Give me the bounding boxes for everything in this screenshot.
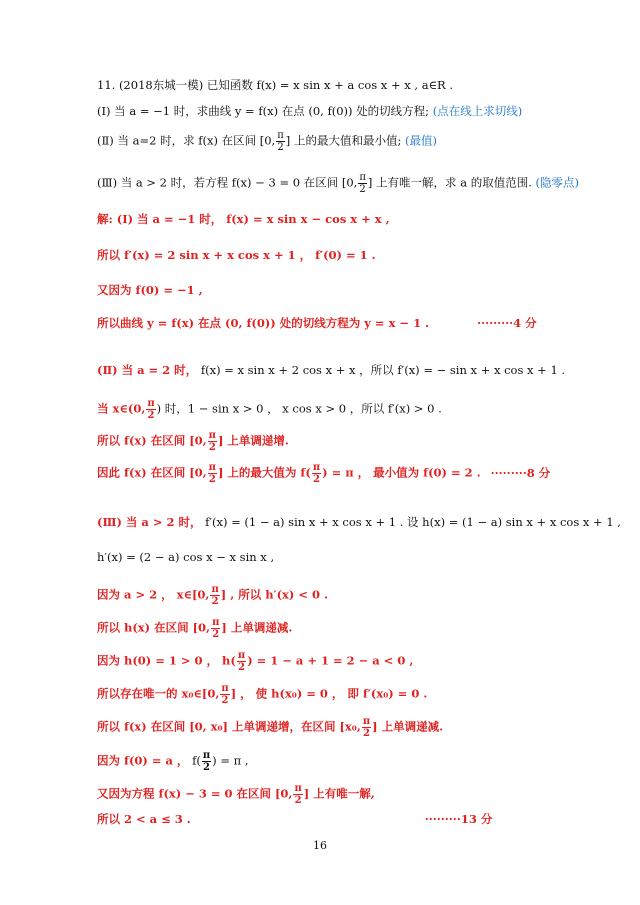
s2-l4a-text: 因此 f(x) 在区间 [0, [97,465,207,480]
problem-stem [97,78,453,92]
frac-den: 2 [277,142,284,153]
solution-3-line-1 [97,515,621,529]
frac-num: π [202,750,211,761]
s2-l2a-text: 当 x∈(0, [97,401,146,416]
s3-l2-text: h′(x) = (2 − a) cos x − x sin x , [97,550,275,564]
s3-l3b-text: ] , 所以 h′(x) < 0 . [220,587,329,602]
frac-den: 2 [238,662,245,673]
s2-l4b-text: ] 上的最大值为 f( [217,465,311,480]
part-1-question [97,104,522,118]
part-1-tag: (点在线上求切线) [432,104,523,118]
fraction-pi-over-2 [202,750,211,773]
solution-2-line-4 [97,462,550,485]
s1-l1-text: 解: (Ⅰ) 当 a = −1 时， f(x) = x sin x − cos x + x , [97,212,390,226]
solution-3-line-8 [97,750,248,773]
frac-den: 2 [363,728,370,739]
frac-num: π [362,716,371,727]
frac-den: 2 [203,762,210,773]
s2-l2b-text: ) 时，1 − sin x > 0 ， x cos x > 0 ，所以 f′(x) > 0 . [156,401,442,416]
fraction-pi-over-2 [358,172,367,195]
s3-l1b-text: f′(x) = (1 − a) sin x + x cos x + 1 . 设 h(x) = (1 − a) sin x + x cos x + 1 , [201,515,621,529]
s3-l6a-text: 所以存在唯一的 x₀∈[0, [97,686,220,701]
fraction-pi-over-2 [211,617,220,640]
solution-3-line-5 [97,650,413,673]
s3-l8b-text: f( [188,753,201,768]
part-3-text-post: ] 上有唯一解，求 a 的取值范围. [367,175,532,190]
frac-den: 2 [211,596,219,607]
fraction-pi-over-2 [312,462,321,485]
frac-num: π [208,430,216,441]
frac-den: 2 [212,629,220,640]
frac-den: 2 [294,795,302,806]
fraction-pi-over-2 [210,584,219,607]
score-8: ·········8 分 [490,465,551,480]
problem-stem-text: 11. (2018东城一模) 已知函数 f(x) = x sin x + a cos x + x , a∈R . [97,78,454,92]
part-3-tag: (隐零点) [535,175,580,190]
s1-l3-text: 又因为 f(0) = −1 , [97,283,203,297]
frac-num: π [277,130,284,141]
frac-num: π [359,172,366,183]
s2-l3a-text: 所以 f(x) 在区间 [0, [97,433,207,448]
score-4: ·········4 分 [477,316,537,330]
solution-3-line-9 [97,783,375,806]
s3-l4b-text: ] 上单调递减. [221,620,293,635]
solution-3-line-7 [97,716,443,739]
s3-l5b-text: ) = 1 − a + 1 = 2 − a < 0 , [247,653,414,668]
s3-l5a-text: 因为 h(0) = 1 > 0 ， h( [97,653,236,668]
part-1-text: (Ⅰ) 当 a = −1 时，求曲线 y = f(x) 在点 (0, f(0)) 处的切线方程; [97,104,430,118]
fraction-pi-over-2 [146,398,155,421]
frac-num: π [211,584,219,595]
s1-l4-text: 所以曲线 y = f(x) 在点 (0, f(0)) 处的切线方程为 y = x − 1 . [97,316,430,330]
part-3-text-pre: (Ⅲ) 当 a > 2 时，若方程 f(x) − 3 = 0 在区间 [0, [97,175,358,190]
fraction-pi-over-2 [237,650,246,673]
solution-3-line-3 [97,584,328,607]
s3-l1a-text: (Ⅲ) 当 a > 2 时， [97,515,202,529]
s2-l1b-text: f(x) = x sin x + 2 cos x + x ，所以 f′(x) = − sin x + x cos x + 1 . [197,363,566,377]
frac-num: π [237,650,246,661]
s3-l4a-text: 所以 h(x) 在区间 [0, [97,620,211,635]
fraction-pi-over-2 [362,716,371,739]
page-number: 16 [313,839,327,852]
fraction-pi-over-2 [220,683,229,706]
part-2-question [97,130,437,153]
frac-den: 2 [208,442,216,453]
solution-1-line-2 [97,248,376,262]
part-2-text-post: ] 上的最大值和最小值; [285,133,402,148]
solution-3-line-4 [97,617,292,640]
fraction-pi-over-2 [276,130,285,153]
frac-num: π [221,683,229,694]
part-2-tag: (最值) [404,133,437,148]
frac-den: 2 [147,410,155,421]
s2-l1a-text: (Ⅱ) 当 a = 2 时， [97,363,198,377]
fraction-pi-over-2 [293,783,302,806]
frac-num: π [294,783,302,794]
solution-3-line-10 [97,812,492,826]
frac-num: π [147,398,155,409]
s3-l7b-text: ] 上单调递减. [372,719,444,734]
solution-1-line-4 [97,316,537,330]
frac-den: 2 [221,695,229,706]
frac-den: 2 [359,184,366,195]
solution-2-line-3 [97,430,289,453]
solution-3-line-2 [97,550,274,564]
s3-l6b-text: ] ， 使 h(x₀) = 0 ， 即 f′(x₀) = 0 . [230,686,428,701]
solution-1-line-1 [97,212,390,226]
s2-l4c-text: ) = π ， 最小值为 f(0) = 2 . [322,465,481,480]
frac-num: π [208,462,216,473]
frac-num: π [312,462,321,473]
score-13: ·········13 分 [424,812,493,826]
s3-l9a-text: 又因为方程 f(x) − 3 = 0 在区间 [0, [97,786,293,801]
part-2-text-pre: (Ⅱ) 当 a=2 时，求 f(x) 在区间 [0, [97,133,276,148]
frac-den: 2 [313,474,320,485]
solution-2-line-1 [97,363,565,377]
solution-1-line-3 [97,283,203,297]
fraction-pi-over-2 [208,430,217,453]
s1-l2-text: 所以 f′(x) = 2 sin x + x cos x + 1 ， f′(0) = 1 . [97,248,376,262]
frac-den: 2 [208,474,216,485]
solution-3-line-6 [97,683,427,706]
s3-l8a-text: 因为 f(0) = a ， [97,753,189,768]
s3-l9b-text: ] 上有唯一解, [303,786,375,801]
part-3-question [97,172,579,195]
s3-l7a-text: 所以 f(x) 在区间 [0, x₀] 上单调递增，在区间 [x₀, [97,719,361,734]
s3-l3a-text: 因为 a > 2 ， x∈[0, [97,587,210,602]
s3-l8c-text: ) = π , [212,753,249,768]
frac-num: π [212,617,220,628]
s3-l10-text: 所以 2 < a ≤ 3 . [97,812,191,826]
solution-2-line-2 [97,398,442,421]
s2-l3b-text: ] 上单调递增. [217,433,289,448]
fraction-pi-over-2 [208,462,217,485]
